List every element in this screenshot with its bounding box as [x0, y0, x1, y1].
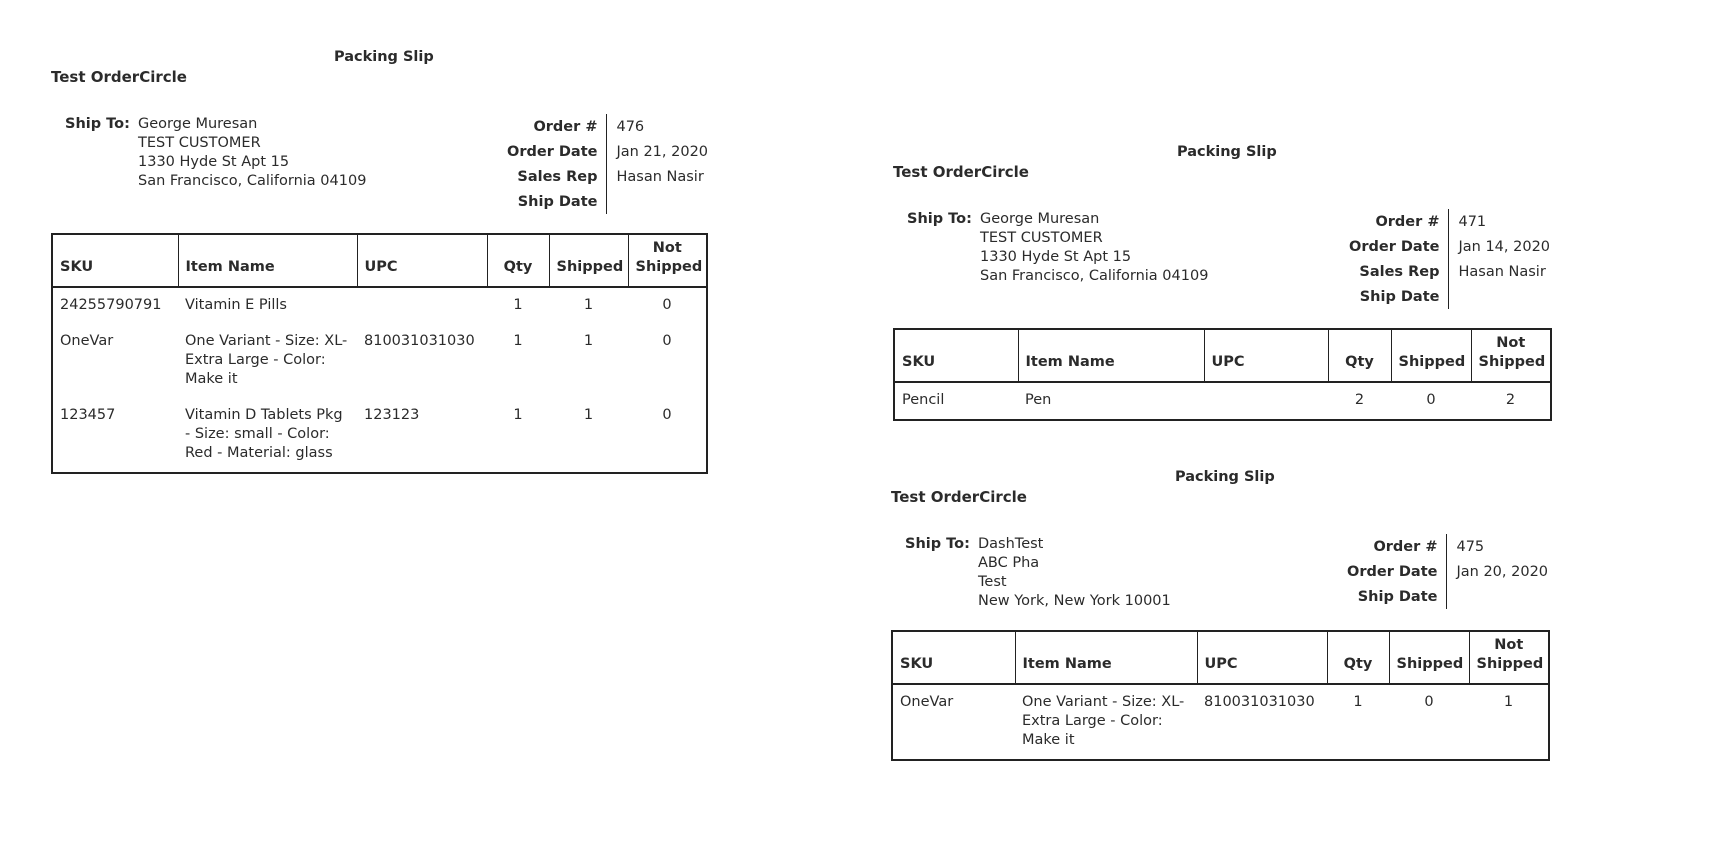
cell-upc: 810031031030 [1204, 694, 1315, 710]
table-row [52, 287, 707, 324]
cell-shipped: 1 [583, 333, 594, 349]
meta-label: Ship Date [498, 189, 607, 214]
meta-value: Jan 21, 2020 [616, 143, 709, 160]
ship-to-line: DashTest [978, 536, 1044, 552]
cell-qty: 2 [1354, 392, 1365, 408]
cell-not-shipped: 0 [662, 333, 672, 349]
ship-to-line: George Muresan [980, 211, 1100, 227]
cell-upc [1204, 382, 1328, 420]
meta-row-sales-rep [498, 164, 717, 189]
header-line: Not [1494, 637, 1524, 653]
meta-row-order-number [498, 114, 717, 139]
column-header-item-name: Item Name [1018, 329, 1204, 382]
meta-value: 471 [1458, 213, 1487, 230]
cell-shipped: 1 [583, 297, 594, 313]
ship-to-label: Ship To: [907, 211, 972, 227]
meta-label: Order Date [498, 139, 607, 164]
ship-to-line: Test [978, 574, 1007, 590]
column-header-upc: UPC [1197, 631, 1327, 684]
meta-row-ship-date [498, 189, 717, 214]
table-header-row [892, 631, 1549, 684]
company-name: Test OrderCircle [51, 68, 187, 86]
company-name: Test OrderCircle [891, 488, 1027, 506]
meta-row-ship-date [1338, 584, 1557, 609]
cell-qty: 1 [513, 407, 523, 423]
line-items-table [51, 233, 708, 474]
meta-label: Sales Rep [498, 164, 607, 189]
meta-row-ship-date [1340, 284, 1559, 309]
order-meta-table [1338, 534, 1557, 609]
meta-value [607, 189, 717, 214]
column-header-sku: SKU [892, 631, 1015, 684]
meta-value [1447, 584, 1557, 609]
cell-item-name: One Variant - Size: XL- Extra Large - Color: Make it [185, 333, 348, 387]
cell-sku: OneVar [60, 333, 114, 349]
ship-to-line: 1330 Hyde St Apt 15 [980, 249, 1132, 265]
line-items-table [893, 328, 1552, 421]
column-header-sku: SKU [894, 329, 1018, 382]
column-header-shipped: Shipped [1391, 329, 1471, 382]
cell-sku: Pencil [902, 392, 945, 408]
header-line: Not [652, 240, 682, 256]
cell-item-name: One Variant - Size: XL- Extra Large - Color: Make it [1022, 694, 1185, 748]
meta-label: Order # [498, 114, 607, 139]
cell-not-shipped: 1 [1503, 694, 1514, 710]
ship-to-label: Ship To: [65, 116, 130, 132]
ship-to-line: New York, New York 10001 [978, 593, 1171, 609]
cell-sku: 24255790791 [60, 297, 162, 313]
header-line: Shipped [1476, 656, 1544, 672]
ship-to-label: Ship To: [905, 536, 970, 552]
column-header-upc: UPC [1204, 329, 1328, 382]
column-header-not-shipped [628, 234, 707, 287]
cell-sku: 123457 [60, 407, 116, 423]
ship-to-address [978, 535, 1171, 611]
cell-item-name: Vitamin D Tablets Pkg - Size: small - Color: Red - Material: glass [185, 407, 343, 461]
cell-item-name: Pen [1025, 392, 1052, 408]
line-items-table [891, 630, 1550, 761]
cell-qty: 1 [1353, 694, 1363, 710]
table-row [52, 398, 707, 473]
ship-to-line: 1330 Hyde St Apt 15 [138, 154, 290, 170]
cell-shipped: 0 [1424, 694, 1434, 710]
table-header-row [52, 234, 707, 287]
cell-not-shipped: 2 [1505, 392, 1516, 408]
column-header-sku: SKU [52, 234, 178, 287]
ship-to-block [907, 210, 1208, 286]
meta-value: Jan 14, 2020 [1458, 238, 1551, 255]
ship-to-block [65, 115, 366, 191]
meta-label: Sales Rep [1340, 259, 1449, 284]
ship-to-line: TEST CUSTOMER [980, 230, 1103, 246]
ship-to-block [905, 535, 1171, 611]
meta-value: Jan 20, 2020 [1456, 563, 1549, 580]
header-line: Shipped [1478, 354, 1546, 370]
meta-label: Order # [1338, 534, 1447, 559]
table-row [892, 684, 1549, 760]
column-header-item-name: Item Name [1015, 631, 1197, 684]
cell-qty: 1 [513, 297, 523, 313]
meta-label: Order Date [1340, 234, 1449, 259]
cell-shipped: 0 [1426, 392, 1436, 408]
cell-qty: 1 [513, 333, 523, 349]
meta-row-order-date [1340, 234, 1559, 259]
cell-upc: 123123 [364, 407, 420, 423]
meta-value: Hasan Nasir [616, 168, 704, 185]
ship-to-line: TEST CUSTOMER [138, 135, 261, 151]
meta-value [1449, 284, 1559, 309]
column-header-not-shipped [1469, 631, 1549, 684]
cell-upc: 810031031030 [364, 333, 475, 349]
meta-row-order-date [1338, 559, 1557, 584]
column-header-upc: UPC [357, 234, 487, 287]
meta-value: 476 [616, 118, 645, 135]
column-header-qty: Qty [487, 234, 549, 287]
meta-value: Hasan Nasir [1458, 263, 1546, 280]
cell-not-shipped: 0 [662, 407, 672, 423]
ship-to-line: George Muresan [138, 116, 258, 132]
table-row [52, 324, 707, 398]
company-name: Test OrderCircle [893, 163, 1029, 181]
column-header-shipped: Shipped [549, 234, 628, 287]
ship-to-line: ABC Pha [978, 555, 1040, 571]
cell-not-shipped: 0 [662, 297, 672, 313]
cell-upc [357, 287, 487, 324]
column-header-qty: Qty [1327, 631, 1389, 684]
ship-to-line: San Francisco, California 04109 [980, 268, 1209, 284]
meta-row-order-number [1338, 534, 1557, 559]
meta-row-sales-rep [1340, 259, 1559, 284]
meta-label: Order # [1340, 209, 1449, 234]
meta-value: 475 [1456, 538, 1485, 555]
ship-to-address [980, 210, 1208, 286]
column-header-shipped: Shipped [1389, 631, 1469, 684]
ship-to-line: San Francisco, California 04109 [138, 173, 367, 189]
order-meta-table [498, 114, 717, 214]
column-header-item-name: Item Name [178, 234, 357, 287]
table-row [894, 382, 1551, 420]
header-line: Shipped [635, 259, 703, 275]
cell-shipped: 1 [583, 407, 594, 423]
meta-row-order-number [1340, 209, 1559, 234]
slip-title: Packing Slip [1177, 144, 1277, 160]
order-meta-table [1340, 209, 1559, 309]
slip-title: Packing Slip [1175, 469, 1275, 485]
header-line: Not [1496, 335, 1526, 351]
column-header-qty: Qty [1328, 329, 1391, 382]
meta-label: Order Date [1338, 559, 1447, 584]
cell-sku: OneVar [900, 694, 954, 710]
ship-to-address [138, 115, 366, 191]
column-header-not-shipped [1471, 329, 1551, 382]
meta-row-order-date [498, 139, 717, 164]
meta-label: Ship Date [1340, 284, 1449, 309]
table-header-row [894, 329, 1551, 382]
slip-title: Packing Slip [334, 49, 434, 65]
meta-label: Ship Date [1338, 584, 1447, 609]
cell-item-name: Vitamin E Pills [185, 297, 287, 313]
